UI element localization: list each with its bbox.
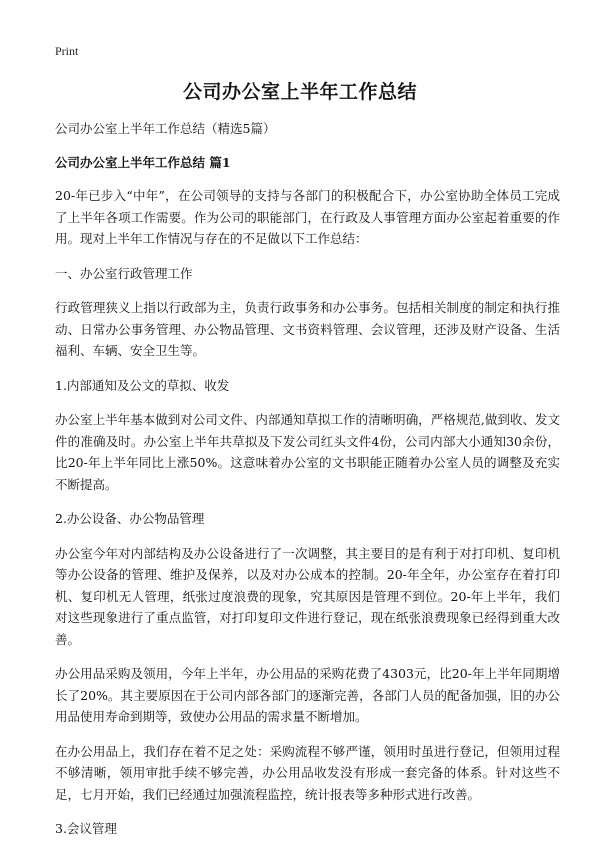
document-body: [55, 118, 560, 853]
print-link[interactable]: Print: [55, 44, 79, 58]
document-title: 公司办公室上半年工作总结: [182, 81, 417, 103]
heading-admin-work: 一、办公室行政管理工作: [55, 265, 193, 281]
section-title: 公司办公室上半年工作总结 篇1: [55, 154, 231, 170]
paragraph-admin-definition: 行政管理狭义上指以行政部为主，负责行政事务和办公事务。包括相关制度的制定和执行推动、日常办公事务管理、办公物品管理、文书资料管理、会议管理，还涉及财产设备、生活福利、车辆、安全卫生等。: [55, 300, 560, 358]
document-subtitle: 公司办公室上半年工作总结（精选5篇）: [55, 121, 276, 136]
heading-equipment: 2.办公设备、办公物品管理: [55, 511, 205, 526]
paragraph-shortcomings: 在办公用品上，我们存在着不足之处：采购流程不够严谨，领用时虽进行登记，但领用过程不够清晰，领用审批手续不够完善，办公用品收发没有形成一套完备的体系。针对这些不足，七月开始，我们已经通过加强流程监控，统计报表等多种形式进行改善。: [55, 743, 560, 802]
heading-meetings: 3.会议管理: [55, 821, 117, 836]
heading-notices: 1.内部通知及公文的草拟、收发: [55, 377, 230, 393]
paragraph-supplies: 办公用品采购及领用，今年上半年，办公用品的采购花费了4303元，比20-年上半年同期增长了20%。其主要原因在于公司内部各部门的逐渐完善，各部门人员的配备加强，旧的办公用品使用寿命到期等，致使办公用品的需求量不断增加。: [55, 666, 560, 724]
paragraph-intro: 20-年已步入“中年”，在公司领导的支持与各部门的积极配合下，办公室协助全体员工完成了上半年各项工作需要。作为公司的职能部门，在行政及人事管理方面办公室起着重要的作用。现对上半年工作情况与存在的不足做以下工作总结：: [55, 188, 560, 246]
paragraph-notices: 办公室上半年基本做到对公司文件、内部通知草拟工作的清晰明确，严格规范,做到收、发文件的准确及时。办公室上半年共草拟及下发公司红头文件4份，公司内部大小通知30余份，比20-年上半年同比上涨50%。这意味着办公室的文书职能正随着办公室人员的调整及充实不断提高。: [55, 412, 560, 492]
paragraph-equipment: 办公室今年对内部结构及办公设备进行了一次调整，其主要目的是有利于对打印机、复印机等办公设备的管理、维护及保养，以及对办公成本的控制。20-年全年，办公室存在着打印机、复印机无人管理，纸张过度浪费的现象，究其原因是管理不到位。20-年上半年，我们对这些现象进行了重点监管，对打印复印文件进行登记，现在纸张浪费现象已经得到重大改善。: [55, 545, 560, 647]
